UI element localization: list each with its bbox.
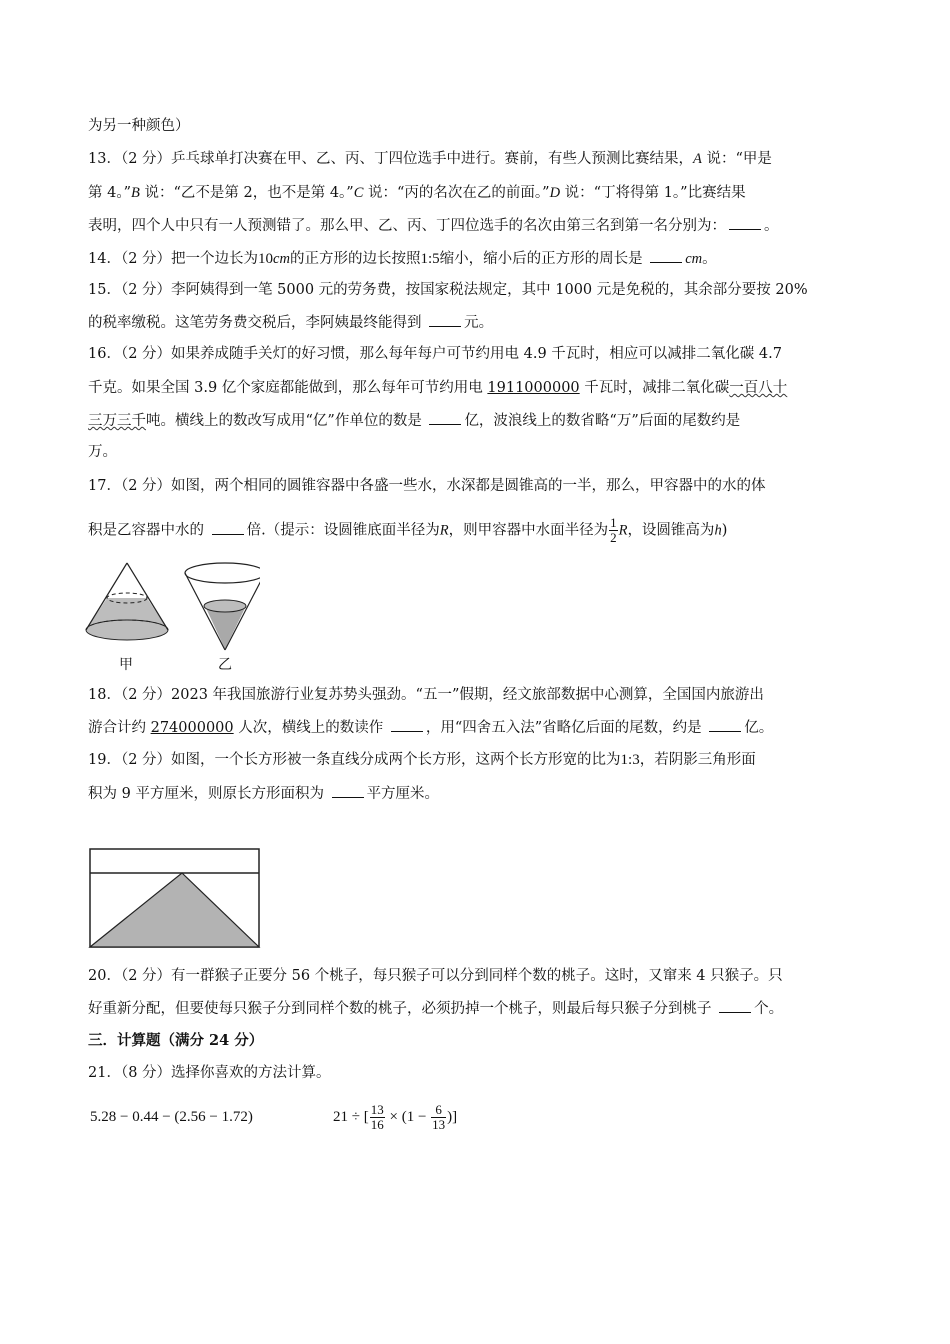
cones-figure bbox=[80, 555, 260, 660]
question-19-line-1: 19．（2 分）如图，一个长方形被一条直线分成两个长方形，这两个长方形宽的比为1:3，若阴影三角形面 bbox=[88, 752, 756, 768]
answer-blank bbox=[729, 215, 761, 230]
answer-blank bbox=[650, 248, 682, 263]
question-14: 14．（2 分）把一个边长为10cm的正方形的边长按照1:5缩小，缩小后的正方形的周长是 cm。 bbox=[88, 248, 717, 269]
cone-yi-label: 乙 bbox=[218, 657, 232, 673]
question-21: 21．（8 分）选择你喜欢的方法计算。 bbox=[88, 1065, 331, 1081]
question-20-line-2: 好重新分配，但要使每只猴子分到同样个数的桃子，必须扔掉一个桃子，则最后每只猴子分到桃子 个。 bbox=[88, 998, 783, 1019]
question-15-line-1: 15．（2 分）李阿姨得到一笔 5000 元的劳务费，按国家税法规定，其中 1000 元是免税的，其余部分要按 20% bbox=[88, 282, 808, 298]
question-16-line-3: 三万三千吨。横线上的数改写成用“亿”作单位的数是 亿，波浪线上的数省略“万”后面的尾数约是 bbox=[88, 410, 740, 431]
question-13-line-3: 表明，四个人中只有一人预测错了。那么甲、乙、丙、丁四位选手的名次由第三名到第一名分别为： 。 bbox=[88, 215, 779, 236]
question-16-line-4: 万。 bbox=[88, 444, 117, 460]
answer-blank bbox=[391, 717, 423, 732]
answer-blank bbox=[212, 520, 244, 535]
expression-1: 5.28 − 0.44 − (2.56 − 1.72) bbox=[90, 1109, 253, 1125]
answer-blank bbox=[429, 312, 461, 327]
question-17-line-2: 积是乙容器中水的 倍.（提示：设圆锥底面半径为R，则甲容器中水面半径为 $\frac{1}{2}$ R，设圆锥高为h) bbox=[88, 515, 728, 545]
cone-yi bbox=[185, 563, 260, 650]
question-20-line-1: 20．（2 分）有一群猴子正要分 56 个桃子，每只猴子可以分到同样个数的桃子。这时，又窜来 4 只猴子。只 bbox=[88, 968, 783, 984]
answer-blank bbox=[719, 998, 751, 1013]
question-16-line-2: 千克。如果全国 3.9 亿个家庭都能做到，那么每年可节约用电 1911000000 千瓦时，减排二氧化碳一百八十 bbox=[88, 380, 788, 396]
expression-2: 21 ÷ [ $\frac{13}{16}$ × (1 − $\frac{6}{13}$ )] bbox=[333, 1102, 458, 1133]
fraction-6-13: $\frac{6}{13}$ bbox=[432, 1102, 446, 1133]
section-3-heading: 三．计算题（满分 24 分） bbox=[88, 1032, 264, 1049]
cone-jia bbox=[86, 563, 168, 640]
fraction-13-16: $\frac{13}{16}$ bbox=[370, 1102, 384, 1133]
question-18-line-1: 18．（2 分）2023 年我国旅游行业复苏势头强劲。“五一”假期，经文旅部数据中心测算，全国国内旅游出 bbox=[88, 687, 764, 703]
rectangle-figure bbox=[88, 847, 263, 950]
answer-blank bbox=[332, 783, 364, 798]
question-18-line-2: 游合计约 274000000 人次，横线上的数读作 ，用“四舍五入法”省略亿后面的尾数，约是 亿。 bbox=[88, 717, 773, 738]
question-17-line-1: 17．（2 分）如图，两个相同的圆锥容器中各盛一些水，水深都是圆锥高的一半，那么，甲容器中的水的体 bbox=[88, 478, 766, 494]
answer-blank bbox=[429, 410, 461, 425]
fraction-half: $\frac{1}{2}$ bbox=[610, 515, 617, 545]
text-line: 为另一种颜色） bbox=[88, 118, 190, 134]
question-13-line-2: 第 4。”B 说：“乙不是第 2，也不是第 4。”C 说：“丙的名次在乙的前面。”D 说：“丁将得第 1。”比赛结果 bbox=[88, 185, 746, 201]
cone-jia-label: 甲 bbox=[119, 657, 133, 673]
answer-blank bbox=[709, 717, 741, 732]
question-15-line-2: 的税率缴税。这笔劳务费交税后，李阿姨最终能得到 元。 bbox=[88, 312, 493, 333]
question-19-line-2: 积为 9 平方厘米，则原长方形面积为 平方厘米。 bbox=[88, 783, 439, 804]
question-16-line-1: 16．（2 分）如果养成随手关灯的好习惯，那么每年每户可节约用电 4.9 千瓦时，相应可以减排二氧化碳 4.7 bbox=[88, 346, 782, 362]
question-13-line-1: 13．（2 分）乒乓球单打决赛在甲、乙、丙、丁四位选手中进行。赛前，有些人预测比赛结果，A 说：“甲是 bbox=[88, 151, 772, 167]
